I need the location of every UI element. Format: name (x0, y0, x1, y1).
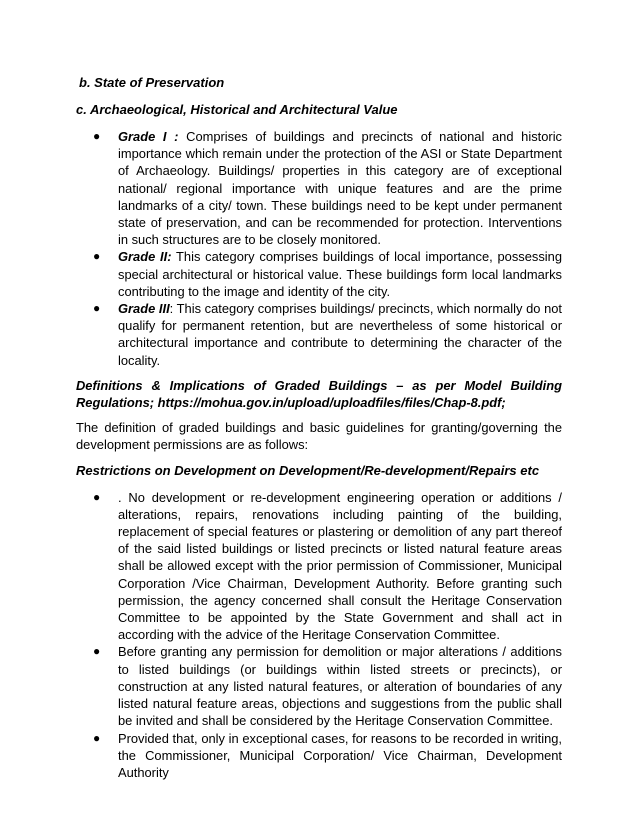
definitions-heading: Definitions & Implications of Graded Buildings – as per Model Building Regulations; https://mohua.gov.in/upload/uploadfiles/files/Chap-8.pdf; (76, 377, 562, 411)
heading-state-of-preservation: b. State of Preservation (79, 75, 225, 90)
bullet-icon: ● (93, 489, 101, 504)
restrictions-heading: Restrictions on Development on Development/Re-development/Repairs etc (76, 462, 540, 478)
list-item-restriction (76, 643, 562, 729)
list-item-restriction (76, 489, 562, 644)
grade-label: Grade I : (118, 129, 179, 144)
grade-description: : This category comprises buildings/ precincts, which normally do not qualify for permanent retention, but are nevertheless of some historical or architectural importance and contribute to determining the character of the locality. (118, 301, 562, 368)
grade-label: Grade III (118, 301, 170, 317)
bullet-icon: ● (93, 129, 101, 143)
heading-archaeological-value: c. Archaeological, Historical and Architectural Value (76, 102, 398, 117)
restriction-text: Before granting any permission for demolition or major alterations / additions to listed buildings (or buildings within listed streets or precincts), or construction at any listed natural features, or alteration of boundaries of any listed natural feature areas, objections and suggestions from the public shall be invited and shall be considered by the Heritage Conservation Committee. (118, 644, 562, 729)
restriction-text: Provided that, only in exceptional cases, for reasons to be recorded in writing, the Commissioner, Municipal Corporation/ Vice Chairman, Development Authority (118, 730, 562, 780)
restriction-text: . No development or re-development engineering operation or additions / alterations, repairs, renovations including painting of the building, replacement of special features or plastering or demolition of any part thereof of the said listed buildings or listed precincts or listed natural feature areas shall be allowed except with the prior permission of Commissioner, Municipal Corporation /Vice Chairman, Development Authority. Before granting such permission, the agency concerned shall consult the Heritage Conservation Committee to be appointed by the State Government and shall act in according with the advice of the Heritage Conservation Committee. (118, 489, 562, 643)
grade-description: This category comprises buildings of local importance, possessing special architectural or historical value. These buildings form local landmarks contributing to the image and identity of the city. (118, 249, 563, 299)
grade-label: Grade II: (118, 249, 172, 265)
grades-list (76, 128, 562, 369)
list-item-grade-3 (76, 300, 562, 369)
bullet-icon: ● (93, 644, 101, 659)
list-item-grade-2 (76, 248, 562, 300)
bullet-icon: ● (93, 249, 101, 264)
definitions-paragraph: The definition of graded buildings and basic guidelines for granting/governing the development permissions are as follows: (76, 420, 562, 453)
list-item-grade-1 (76, 128, 562, 248)
bullet-icon: ● (93, 730, 101, 745)
bullet-icon: ● (93, 301, 101, 316)
document-page (76, 70, 562, 781)
list-item-restriction (76, 730, 562, 782)
grade-description: Comprises of buildings and precincts of national and historic importance which remain under the protection of the ASI or State Department of Archaeology. Buildings/ properties in this category are of exceptional national/ regional importance with unique features and are the prime landmarks of a city/ town. These buildings need to be kept under permanent state of preservation, and can be recommended for protection. Interventions in such structures are to be closely monitored. (118, 129, 562, 248)
restrictions-list (76, 489, 562, 781)
